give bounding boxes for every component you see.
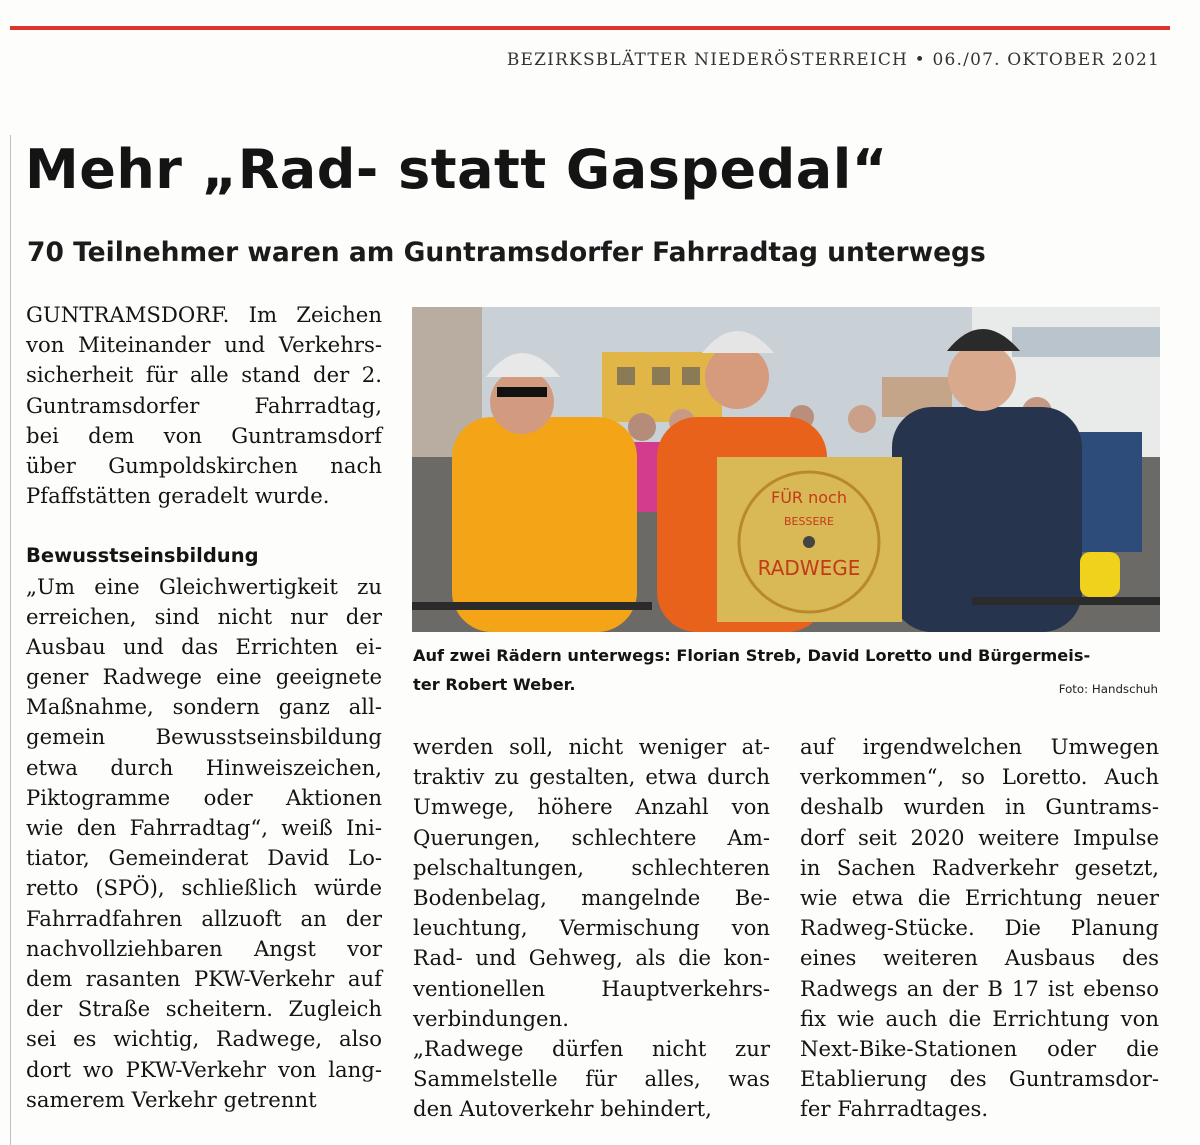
body-text-line: leuchtung, Vermischung von bbox=[413, 915, 770, 941]
body-text-line: der Straße scheitern. Zugleich bbox=[26, 996, 382, 1022]
body-text-line: Umwege, höhere Anzahl von bbox=[413, 794, 770, 820]
body-text-line: Sammelstelle für alles, was bbox=[413, 1066, 770, 1092]
intro-paragraph bbox=[26, 300, 382, 511]
body-text-line: Piktogramme oder Aktionen bbox=[26, 784, 382, 810]
body-text-line: Radwegs an der B 17 ist ebenso bbox=[800, 975, 1159, 1001]
caption-line: Auf zwei Rädern unterwegs: Florian Streb, David Loretto und Bürgermeis- bbox=[413, 646, 1091, 665]
body-text-line: pelschaltungen, schlechteren bbox=[413, 854, 770, 880]
body-text-line: sicherheit für alle stand der 2. bbox=[26, 362, 382, 388]
body-text-line: dem rasanten PKW-Verkehr auf bbox=[26, 965, 382, 991]
body-text-line: werden soll, nicht weniger at- bbox=[413, 734, 770, 759]
body-text-line: verkommen“, so Loretto. Auch bbox=[800, 764, 1159, 790]
body-text-line: nachvollziehbaren Angst vor bbox=[26, 935, 382, 961]
body-text-line: auf irgendwelchen Umwegen bbox=[800, 734, 1159, 759]
body-text-line: über Gumpoldskirchen nach bbox=[26, 452, 382, 478]
sign-line-2: BESSERE bbox=[783, 515, 835, 528]
headline: Mehr „Rad- statt Gaspedal“ bbox=[25, 138, 888, 201]
body-text-line: erreichen, sind nicht nur der bbox=[26, 603, 382, 629]
body-text-line: etwa durch Hinweiszeichen, bbox=[26, 754, 382, 780]
body-text-line: samerem Verkehr getrennt bbox=[26, 1086, 317, 1112]
quote-paragraph bbox=[26, 572, 382, 1115]
top-accent-rule bbox=[10, 26, 1170, 30]
left-margin-rule bbox=[10, 135, 11, 1145]
body-text-line: wie den Fahrradtag“, weiß Ini- bbox=[26, 815, 382, 840]
body-text-line: wie etwa die Errichtung neuer bbox=[800, 884, 1159, 910]
body-text-line: in Sachen Radverkehr gesetzt, bbox=[800, 854, 1159, 880]
body-text-line: Maßnahme, sondern ganz all- bbox=[26, 694, 382, 720]
body-text-line: sei es wichtig, Radwege, also bbox=[26, 1026, 382, 1052]
body-text-line: gener Radwege eine geeignete bbox=[26, 664, 382, 690]
body-text-line: eines weiteren Ausbaus des bbox=[800, 945, 1159, 971]
article-photo bbox=[412, 307, 1160, 632]
body-text-line: fix wie auch die Errichtung von bbox=[800, 1005, 1159, 1031]
body-text-line: GUNTRAMSDORF. Im Zeichen bbox=[26, 302, 382, 327]
body-text-line: bei dem von Guntramsdorf bbox=[26, 422, 382, 448]
body-text-line: Fahrradfahren allzuoft an der bbox=[26, 905, 382, 931]
body-text-line: Bodenbelag, mangelnde Be- bbox=[413, 884, 770, 910]
body-text-line: dorf seit 2020 weitere Impulse bbox=[800, 824, 1159, 850]
body-text-line: Radweg-Stücke. Die Planung bbox=[800, 915, 1159, 941]
body-text-line: retto (SPÖ), schließlich würde bbox=[26, 875, 382, 901]
body-text-line: Guntramsdorfer Fahrradtag, bbox=[26, 392, 382, 418]
body-text-line: von Miteinander und Verkehrs- bbox=[26, 332, 382, 358]
body-text-line: „Um eine Gleichwertigkeit zu bbox=[26, 573, 382, 599]
body-text-line: Ausbau und das Errichten ei- bbox=[26, 633, 382, 659]
body-text-line: traktiv zu gestalten, etwa durch bbox=[413, 764, 770, 790]
body-text-line: Etablierung des Guntramsdor- bbox=[800, 1066, 1159, 1092]
photo-credit: Foto: Handschuh bbox=[1058, 682, 1158, 696]
body-text-line: Next-Bike-Stationen oder die bbox=[800, 1035, 1159, 1061]
sign-line-3: RADWEGE bbox=[757, 556, 861, 580]
body-text-line: verbindungen. bbox=[413, 1005, 569, 1031]
photo-caption bbox=[413, 642, 1161, 699]
body-text-line: tiator, Gemeinderat David Lo- bbox=[26, 845, 382, 871]
body-text-line: gemein Bewusstseinsbildung bbox=[26, 724, 382, 750]
body-text-line: ventionellen Hauptverkehrs- bbox=[413, 975, 770, 1001]
caption-line: ter Robert Weber. bbox=[413, 674, 576, 694]
body-text-line: deshalb wurden in Guntrams- bbox=[800, 794, 1159, 820]
body-text-line: den Autoverkehr behindert, bbox=[413, 1096, 712, 1122]
body-text-line: Querungen, schlechtere Am- bbox=[413, 824, 770, 850]
body-text-line: dort wo PKW-Verkehr von lang- bbox=[26, 1056, 382, 1082]
subheadline: 70 Teilnehmer waren am Guntramsdorfer Fahrradtag unterwegs bbox=[27, 237, 986, 268]
body-text-line: Rad- und Gehweg, als die kon- bbox=[413, 945, 770, 971]
body-text-line: fer Fahrradtages. bbox=[800, 1096, 989, 1122]
sign-line-1: FÜR noch bbox=[771, 488, 847, 507]
column-1 bbox=[26, 300, 382, 1115]
body-text-line: Pfaffstätten geradelt wurde. bbox=[26, 483, 330, 509]
section-heading: Bewusstseinsbildung bbox=[26, 544, 259, 568]
body-text-line: „Radwege dürfen nicht zur bbox=[413, 1035, 770, 1061]
column-2 bbox=[413, 732, 770, 1124]
dateline: BEZIRKSBLÄTTER NIEDERÖSTERREICH • 06./07. OKTOBER 2021 bbox=[506, 50, 1160, 70]
column-3 bbox=[800, 732, 1159, 1124]
